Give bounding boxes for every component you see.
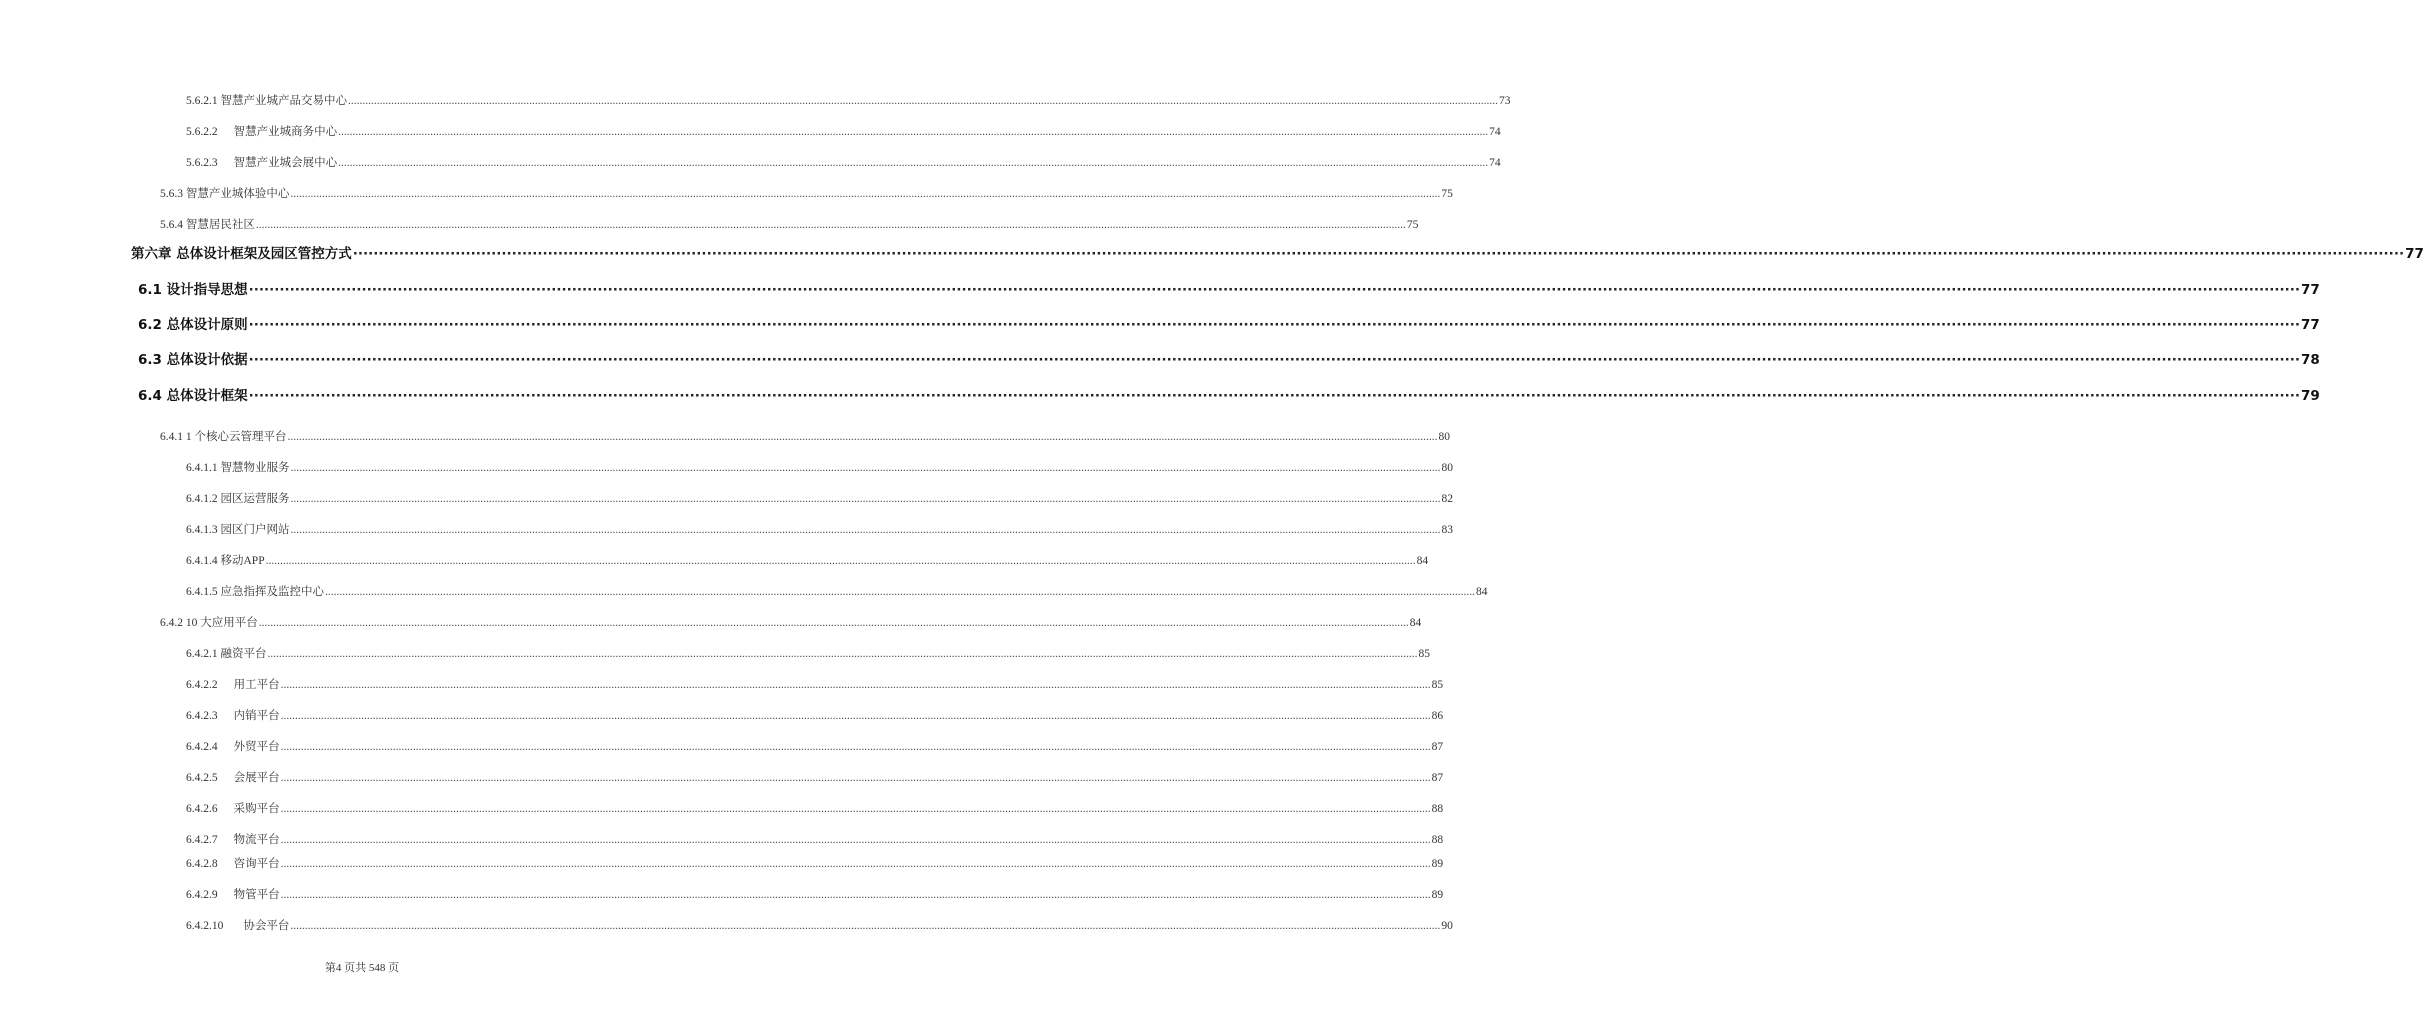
toc-entry-number: 6.4.2: [160, 617, 186, 629]
toc-dot-leader: ················································································································································································································································································································································································································: [248, 317, 2300, 333]
toc-dot-leader: ................................................................................................................................................................................................................................................................................................................................................................................................................: [280, 710, 1431, 722]
toc-entry-title: 智慧居民社区: [185, 219, 255, 231]
toc-entry-number: 6.4.1.2: [186, 493, 221, 505]
toc-entry[interactable]: [186, 647, 1430, 661]
toc-entry[interactable]: [186, 523, 1453, 537]
toc-dot-leader: ................................................................................................................................................................................................................................................................................................................................................................................................................: [265, 555, 1416, 567]
toc-entry[interactable]: [186, 94, 1511, 108]
toc-entry-page: 80: [1441, 462, 1453, 474]
toc-entry-page: 88: [1431, 803, 1444, 815]
toc-entry-number: 6.4.2.3: [186, 710, 218, 722]
toc-entry[interactable]: [186, 802, 1444, 816]
toc-entry-page: 88: [1431, 834, 1444, 846]
toc-entry-title: 总体设计框架及园区管控方式: [176, 246, 352, 262]
toc-entry-title: 咨询平台: [233, 858, 280, 870]
toc-dot-leader: ................................................................................................................................................................................................................................................................................................................................................................................................................: [280, 772, 1431, 784]
toc-entry-page: 84: [1416, 555, 1429, 567]
toc-entry-page: 73: [1499, 95, 1511, 107]
toc-entry-title: 物流平台: [233, 834, 280, 846]
toc-entry-page: 89: [1431, 889, 1444, 901]
toc-entry-title: 智慧产业城会展中心: [233, 157, 338, 169]
toc-entry-title: 应急指挥及监控中心: [220, 586, 324, 598]
toc-dot-leader: ................................................................................................................................................................................................................................................................................................................................................................................................................: [290, 462, 1441, 474]
toc-entry-title: 园区门户网站: [220, 524, 290, 536]
toc-entry-number: 6.4.2.5: [186, 772, 218, 784]
toc-entry-title: 总体设计原则: [166, 317, 248, 333]
toc-entry-number: 5.6.2.3: [186, 157, 218, 169]
toc-entry-page: 86: [1431, 710, 1444, 722]
toc-entry-page: 75: [1441, 188, 1453, 200]
toc-entry-number: 5.6.2.1: [186, 95, 221, 107]
toc-entry-number: 6.4: [138, 388, 167, 404]
toc-entry-title: 外贸平台: [233, 741, 280, 753]
toc-entry-title: 会展平台: [233, 772, 280, 784]
toc-entry-page: 74: [1489, 126, 1501, 138]
toc-entry[interactable]: [138, 317, 2320, 333]
toc-entry[interactable]: [186, 709, 1444, 723]
toc-entry[interactable]: [138, 352, 2320, 368]
toc-entry-title: 协会平台: [243, 920, 290, 932]
toc-entry[interactable]: [186, 461, 1453, 475]
toc-entry-title: 设计指导思想: [166, 282, 248, 298]
toc-entry-title: 用工平台: [233, 679, 280, 691]
toc-entry-number: 6.4.2.9: [186, 889, 218, 901]
toc-entry-number: 6.4.2.7: [186, 834, 218, 846]
toc-entry-number: 6.4.1.4: [186, 555, 221, 567]
toc-entry[interactable]: [186, 857, 1444, 871]
toc-entry-number: 5.6.2.2: [186, 126, 218, 138]
toc-entry-title: 智慧产业城商务中心: [233, 126, 338, 138]
toc-entry-number: 6.4.2.1: [186, 648, 221, 660]
toc-entry-title: 内销平台: [233, 710, 280, 722]
toc-entry-page: 84: [1476, 586, 1488, 598]
toc-entry-page: 77: [2405, 246, 2424, 262]
toc-entry-title: 总体设计框架: [166, 388, 248, 404]
toc-entry[interactable]: [186, 125, 1501, 139]
toc-entry-number: 6.4.2.10: [186, 920, 224, 932]
toc-entry[interactable]: [186, 888, 1444, 902]
toc-entry-page: 89: [1431, 858, 1444, 870]
toc-entry-page: 87: [1431, 772, 1444, 784]
toc-dot-leader: ................................................................................................................................................................................................................................................................................................................................................................................................................: [348, 95, 1498, 107]
toc-entry-number: 6.4.1.1: [186, 462, 221, 474]
toc-entry-number: 6.1: [138, 282, 167, 298]
toc-entry-number: 6.4.2.2: [186, 679, 218, 691]
toc-entry-page: 77: [2301, 282, 2320, 298]
toc-entry[interactable]: [186, 554, 1429, 568]
toc-dot-leader: ................................................................................................................................................................................................................................................................................................................................................................................................................: [280, 741, 1431, 753]
toc-entry-number: 6.4.1: [160, 431, 186, 443]
toc-entry-number: 5.6.3: [160, 188, 186, 200]
toc-entry-title: 物管平台: [233, 889, 280, 901]
toc-entry[interactable]: [160, 616, 1422, 630]
toc-dot-leader: ................................................................................................................................................................................................................................................................................................................................................................................................................: [338, 126, 1489, 138]
toc-dot-leader: ................................................................................................................................................................................................................................................................................................................................................................................................................: [290, 920, 1441, 932]
toc-entry-page: 84: [1409, 617, 1422, 629]
toc-entry-number: 第六章: [131, 246, 177, 262]
toc-entry-title: 融资平台: [220, 648, 267, 660]
toc-entry-page: 83: [1441, 524, 1453, 536]
toc-entry-page: 74: [1489, 157, 1501, 169]
toc-dot-leader: ................................................................................................................................................................................................................................................................................................................................................................................................................: [280, 889, 1431, 901]
toc-entry-title: 1 个核心云管理平台: [185, 431, 287, 443]
toc-entry[interactable]: [186, 833, 1444, 847]
toc-entry-number: 5.6.4: [160, 219, 186, 231]
toc-entry-page: 85: [1418, 648, 1430, 660]
toc-entry-page: 87: [1431, 741, 1444, 753]
toc-entry[interactable]: [160, 218, 1419, 232]
toc-entry-page: 80: [1438, 431, 1450, 443]
toc-entry-number: 6.4.2.6: [186, 803, 218, 815]
toc-entry[interactable]: [160, 187, 1453, 201]
toc-entry-page: 79: [2301, 388, 2320, 404]
toc-entry[interactable]: [138, 388, 2320, 404]
toc-entry-title: 总体设计依据: [166, 352, 248, 368]
toc-dot-leader: ................................................................................................................................................................................................................................................................................................................................................................................................................: [287, 431, 1438, 443]
toc-entry[interactable]: [186, 585, 1488, 599]
toc-entry[interactable]: [186, 492, 1453, 506]
toc-dot-leader: ................................................................................................................................................................................................................................................................................................................................................................................................................: [290, 524, 1441, 536]
toc-entry[interactable]: [186, 740, 1444, 754]
toc-entry-title: 智慧产业城产品交易中心: [220, 95, 347, 107]
toc-entry-title: 园区运营服务: [220, 493, 290, 505]
page-footer: [0, 959, 724, 975]
toc-entry-page: 77: [2301, 317, 2320, 333]
toc-dot-leader: ················································································································································································································································································································································································································: [248, 388, 2300, 404]
toc-dot-leader: ................................................................................................................................................................................................................................................................................................................................................................................................................: [280, 858, 1431, 870]
toc-entry-number: 6.4.1.5: [186, 586, 221, 598]
toc-dot-leader: ................................................................................................................................................................................................................................................................................................................................................................................................................: [290, 493, 1441, 505]
toc-entry-number: 6.4.1.3: [186, 524, 221, 536]
toc-entry-number: 6.2: [138, 317, 167, 333]
toc-dot-leader: ................................................................................................................................................................................................................................................................................................................................................................................................................: [280, 834, 1431, 846]
toc-entry-title: 智慧产业城体验中心: [185, 188, 290, 200]
toc-dot-leader: ................................................................................................................................................................................................................................................................................................................................................................................................................: [267, 648, 1418, 660]
toc-entry-number: 6.4.2.4: [186, 741, 218, 753]
toc-dot-leader: ................................................................................................................................................................................................................................................................................................................................................................................................................: [258, 617, 1409, 629]
toc-entry[interactable]: [186, 919, 1453, 933]
toc-dot-leader: ................................................................................................................................................................................................................................................................................................................................................................................................................: [338, 157, 1489, 169]
toc-entry-page: 75: [1406, 219, 1419, 231]
toc-dot-leader: ................................................................................................................................................................................................................................................................................................................................................................................................................: [325, 586, 1475, 598]
toc-dot-leader: ................................................................................................................................................................................................................................................................................................................................................................................................................: [280, 803, 1431, 815]
toc-dot-leader: ................................................................................................................................................................................................................................................................................................................................................................................................................: [290, 188, 1441, 200]
toc-entry[interactable]: [186, 678, 1444, 692]
toc-entry-title: 采购平台: [233, 803, 280, 815]
toc-dot-leader: ················································································································································································································································································································································································································: [352, 246, 2405, 262]
toc-dot-leader: ················································································································································································································································································································································································································: [248, 352, 2300, 368]
toc-entry[interactable]: [131, 246, 2424, 262]
toc-entry[interactable]: [138, 282, 2320, 298]
toc-dot-leader: ................................................................................................................................................................................................................................................................................................................................................................................................................: [280, 679, 1431, 691]
toc-dot-leader: ················································································································································································································································································································································································································: [248, 282, 2300, 298]
toc-entry-number: 6.4.2.8: [186, 858, 218, 870]
toc-entry-page: 85: [1431, 679, 1444, 691]
page-number-label: 第4 页共 548 页: [324, 962, 400, 974]
toc-entry-title: 智慧物业服务: [220, 462, 290, 474]
toc-entry-page: 82: [1441, 493, 1453, 505]
toc-entry[interactable]: [186, 156, 1501, 170]
toc-entry[interactable]: [160, 430, 1450, 444]
toc-entry-title: 移动APP: [220, 555, 265, 567]
toc-entry[interactable]: [186, 771, 1444, 785]
toc-entry-page: 78: [2301, 352, 2320, 368]
toc-entry-title: 10 大应用平台: [185, 617, 258, 629]
toc-dot-leader: ................................................................................................................................................................................................................................................................................................................................................................................................................: [255, 219, 1406, 231]
toc-entry-number: 6.3: [138, 352, 167, 368]
toc-entry-page: 90: [1441, 920, 1453, 932]
